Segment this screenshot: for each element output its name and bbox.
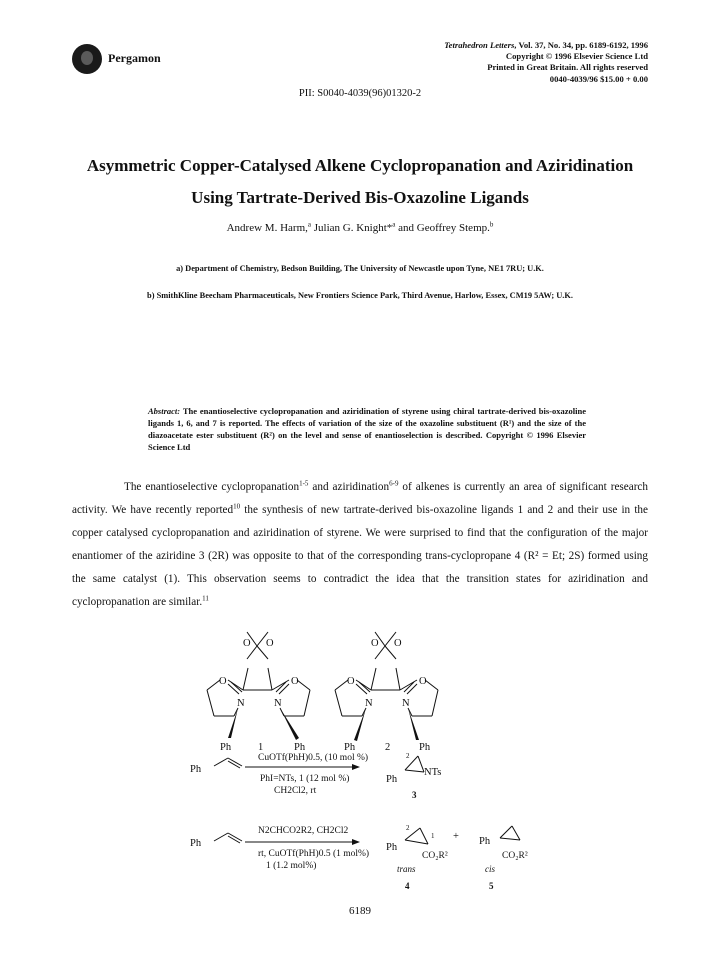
trans-ester: CO₂R²: [422, 851, 448, 861]
ligand-2-oxygen-2: O: [394, 638, 402, 649]
ref-4: 11: [202, 594, 209, 603]
trans-cyclopropane-phenyl: Ph: [386, 842, 398, 853]
ligand-1-oxygen-3: O: [219, 676, 227, 687]
aziridine-position-2: 2: [406, 752, 410, 760]
ligand-2-oxygen-4: O: [419, 676, 427, 687]
ligand-1-phenyl-1: Ph: [220, 742, 232, 753]
ligand-1-label: 1: [258, 742, 264, 753]
author-2-sup: a: [392, 220, 396, 229]
author-1-sup: a: [307, 220, 311, 229]
ligand-1-oxygen-2: O: [266, 638, 274, 649]
abstract-label: Abstract:: [148, 406, 181, 416]
ligand-1-oxygen-4: O: [291, 676, 299, 687]
abstract-text: The enantioselective cyclopropanation and aziridination of styrene using chiral tartrate-derived bis-oxazoline ligands 1, 6, and 7 is reported. The effects of variation of the size of the oxazoline substituent (R¹) and the size of the diazoacetate ester substituent (R²) on the level and sense of enantioselection is described. Copyright © 1996 Elsevier Science Ltd: [148, 406, 586, 452]
ligand-2-wedge-right: [408, 708, 419, 740]
reaction-1-conditions-1: PhI=NTs, 1 (12 mol %): [260, 774, 350, 784]
reaction-2-conditions-1: rt, CuOTf(PhH)0.5 (1 mol%): [258, 849, 370, 859]
reaction-2-reagents: N2CHCO2R2, CH2Cl2: [258, 826, 349, 836]
price-line: 0040-4039/96 $15.00 + 0.00: [549, 73, 648, 84]
ligand-2-wedge-left: [354, 708, 366, 741]
body-text-4: the synthesis of new tartrate-derived bis-oxazoline ligands 1 and 2 and their use in the copper catalysed cyclopropanation and aziridination of styrene. We were surprised to find that the configuration of the major enantiomer of the aziridine 3 (2R) was opposite to that of the corresponding trans-cyclopropane 4 (R² = Et; 2S) formed using the same catalyst (1). This observation seems to contradict the idea that the transition states for aziridination and cyclopropanation are similar.: [72, 504, 648, 608]
reaction-1-reagents: CuOTf(PhH)0.5, (10 mol %): [258, 753, 369, 763]
author-1: Andrew M. Harm,: [226, 222, 308, 234]
aziridine-label: 3: [412, 790, 417, 800]
pii: PII: S0040-4039(96)01320-2: [298, 88, 422, 99]
journal-volume: , Vol. 37, No. 34, pp. 6189-6192, 1996: [514, 40, 648, 50]
cis-ester: CO₂R²: [502, 851, 528, 861]
reaction-1-conditions-2: CH2Cl2, rt: [274, 786, 317, 796]
ligand-2-nitrogen-1: N: [365, 698, 373, 709]
cis-cyclopropane-phenyl: Ph: [479, 836, 491, 847]
ligand-2-oxygen-3: O: [347, 676, 355, 687]
aziridine-phenyl: Ph: [386, 774, 398, 785]
ligand-1-structure: [207, 632, 310, 716]
ligand-2-structure: [335, 632, 438, 716]
aziridine-nts: NTs: [424, 767, 442, 778]
affiliation-a: a) Department of Chemistry, Bedson Building, The University of Newcastle upon Tyne, NE1 7RU; U.K.: [176, 264, 544, 273]
ligand-2-nitrogen-2: N: [402, 698, 410, 709]
author-3: and Geoffrey Stemp.: [395, 222, 490, 234]
title-line-2: Using Tartrate-Derived Bis-Oxazoline Ligands: [191, 188, 529, 207]
body-text-3: of alkenes is currently an area of significant research activity. We have recently reported: [72, 481, 648, 516]
body-text-1: The enantioselective cyclopropanation: [124, 481, 300, 493]
ligand-1-nitrogen-2: N: [274, 698, 282, 709]
ref-1: 1-5: [299, 479, 309, 488]
ligand-1-wedge-left: [228, 708, 238, 738]
ligand-2-oxygen-1: O: [371, 638, 379, 649]
title-line-1: Asymmetric Copper-Catalysed Alkene Cyclopropanation and Aziridination: [86, 156, 634, 175]
cis-label: 5: [489, 881, 494, 891]
ref-2: 6-9: [389, 479, 399, 488]
journal-name: Tetrahedron Letters: [444, 40, 515, 50]
ligand-1-wedge-right: [280, 708, 299, 740]
affiliation-b: b) SmithKline Beecham Pharmaceuticals, New Frontiers Science Park, Third Avenue, Harlow, Essex, CM19 5AW; U.K.: [147, 291, 573, 300]
author-3-sup: b: [489, 220, 494, 229]
trans-caption: trans: [397, 864, 416, 874]
ligand-1-nitrogen-1: N: [237, 698, 245, 709]
copyright-line: Copyright © 1996 Elsevier Science Ltd: [505, 51, 648, 62]
reaction-2-arrowhead: [352, 839, 360, 845]
body-text-2: and aziridination: [308, 481, 390, 493]
trans-label: 4: [405, 881, 410, 891]
page-number: 6189: [349, 905, 371, 917]
cis-caption: cis: [485, 864, 495, 874]
ligand-2-label: 2: [385, 742, 391, 753]
printed-line: Printed in Great Britain. All rights reserved: [487, 62, 648, 73]
publisher-name: Pergamon: [108, 51, 161, 65]
ligand-2-phenyl-1: Ph: [344, 742, 356, 753]
reaction-2-conditions-2: 1 (1.2 mol%): [266, 861, 317, 871]
reaction-1-arrowhead: [352, 764, 360, 770]
styrene-phenyl-2: Ph: [190, 838, 202, 849]
styrene-phenyl-1: Ph: [190, 764, 202, 775]
plus-sign: +: [453, 831, 459, 842]
trans-position-1: 1: [431, 832, 435, 840]
author-2: Julian G. Knight*: [310, 222, 393, 234]
ligand-1-phenyl-2: Ph: [294, 742, 306, 753]
trans-position-2: 2: [406, 824, 410, 832]
ligand-2-phenyl-2: Ph: [419, 742, 431, 753]
ref-3: 10: [233, 502, 241, 511]
ligand-1-oxygen-1: O: [243, 638, 251, 649]
